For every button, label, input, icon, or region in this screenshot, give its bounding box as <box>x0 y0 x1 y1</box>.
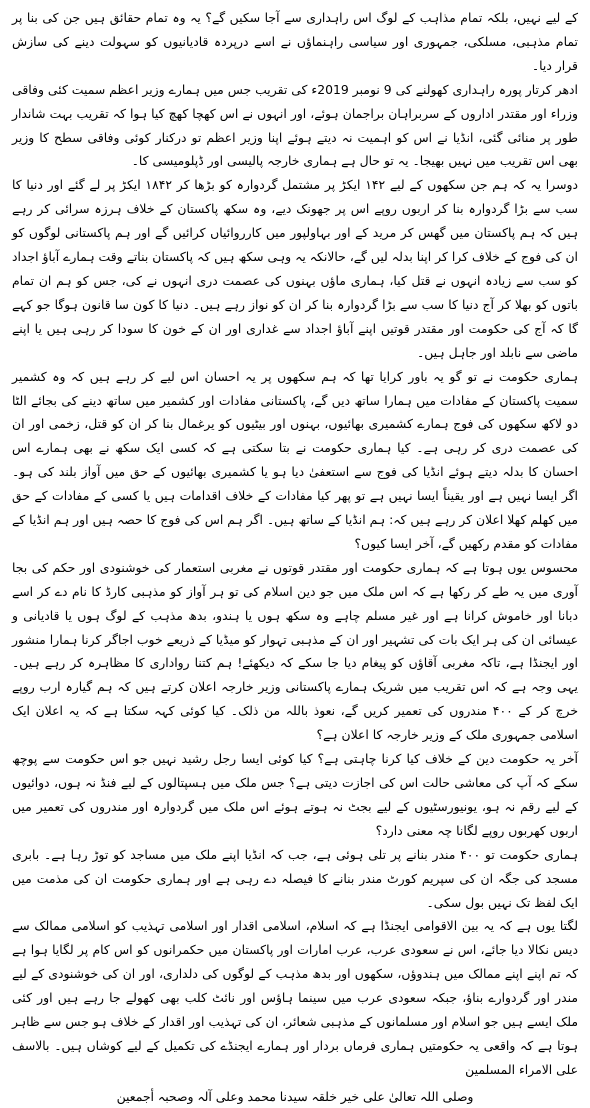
paragraph-8: لگتا یوں ہے کہ یہ بین الاقوامی ایجنڈا ہے کہ اسلام، اسلامی اقدار اور اسلامی تہذیب کو اسلامی ممالک سے دیس نکالا دیا جائے، اس نے سعودی عرب، عرب امارات اور پاکستان میں حکمرانوں کو اس کام پر لگایا ہوا ہے کہ تم اپنے اپنے ممالک میں ہندوؤں، سکھوں اور بدھ مذہب کے لوگوں کی دلداری، اور ان کی خوشنودی کے لیے مندر اور گردوارے بناؤ، جبکہ سعودی عرب میں سینما ہاؤس اور نائٹ کلب بھی کھولے جا رہے ہیں اور کئی ملک ایسے ہیں جو اسلام اور مسلمانوں کے مذہبی شعائر، ان کی تہذیب اور اقدار کے خلاف ہو جس سے ظاہر ہوتا ہے کہ واقعی یہ حکومتیں ہماری فرماں بردار اور ہمارے ایجنڈے کی تکمیل کے لیے کوشاں ہیں۔ بالاسف علی الامراء المسلمین <box>12 918 578 1077</box>
paragraph-7: ہماری حکومت تو ۴۰۰ مندر بنانے پر تلی ہوئی ہے، جب کہ انڈیا اپنے ملک میں مساجد کو توڑ رہا ہے۔ بابری مسجد کی جگہ ان کی سپریم کورٹ مندر بنانے کا فیصلہ دے رہی ہے اور ہماری حکومت ان کی مذمت میں ایک لفظ تک نہیں بول سکی۔ <box>12 846 578 910</box>
paragraph-5: محسوس یوں ہوتا ہے کہ ہماری حکومت اور مقتدر قوتوں نے مغربی استعمار کی خوشنودی اور حکم کی بجا آوری میں یہ طے کر رکھا ہے کہ اس ملک میں جو دین اسلام کی تو ہر آواز کو مذہبی کارڈ کا نام دے کر اسے دبانا اور خاموش کرانا ہے اور غیر مسلم چاہے وہ سکھ ہوں یا ہندو، بدھ مذہب کے لوگ ہوں یا قادیانی و عیسائی ان کی ہر ایک بات کی تشہیر اور ان کے مذہبی تہوار کو میڈیا کے ذریعے خوب اجاگر کرنا ہمارا منشور اور ایجنڈا ہے، تاکہ مغربی آقاؤں کو پیغام دیا جا سکے کہ دیکھئے! ہم کتنا رواداری کا مظاہرہ کر رہے ہیں۔ یہی وجہ ہے کہ اس تقریب میں شریک ہمارے پاکستانی وزیر خارجہ اعلان کرتے ہیں کہ ہم گیارہ ارب روپے خرچ کر کے ۴۰۰ مندروں کی تعمیر کریں گے، نعوذ باللہ من ذلک۔ کیا کوئی کہہ سکتا ہے کہ یہ اعلان ایک اسلامی جمہوری ملک کے وزیر خارجہ کا اعلان ہے؟ <box>12 559 578 743</box>
paragraph-4: ہماری حکومت نے تو گو یہ باور کرایا تھا کہ ہم سکھوں پر یہ احسان اس لیے کر رہے ہیں کہ وہ کشمیر سمیت پاکستان کے مفادات میں ہمارا ساتھ دیں گے، پاکستانی مفادات اور کشمیر میں ساتھ دینے کی بجائے الٹا دو لاکھ سکھوں کی فوج ہمارے کشمیری بھائیوں، بہنوں اور بیٹیوں کو یرغمال بنا کر ان کو قتل، زخمی اور ان کی عصمت دری کر رہی ہے۔ کیا ہماری حکومت نے بتا سکتی ہے کہ کسی ایک سکھ نے بھی ہمارے اس احسان کا بدلہ دیتے ہوئے انڈیا کی فوج سے استعفیٰ دیا ہو یا کشمیری بھائیوں کے حق میں آواز بلند کی ہو۔ اگر ایسا نہیں ہے اور یقیناً ایسا نہیں ہے تو پھر کیا مفادات کے خلاف اقدامات ہیں یا کسی کے مفادات کے حق میں کھلم کھلا اعلان کر رہے ہیں کہ: ہم انڈیا کے ساتھ ہیں۔ اگر ہم اس کی فوج کا حصہ ہیں اور ہم انڈیا کے مفادات کو مقدم رکھیں گے، آخر ایسا کیوں؟ <box>12 368 578 551</box>
paragraph-6: آخر یہ حکومت دین کے خلاف کیا کرنا چاہتی ہے؟ کیا کوئی ایسا رجل رشید نہیں جو اس حکومت سے پوچھ سکے کہ آپ کی معاشی حالت اس کی اجازت دیتی ہے؟ جس ملک میں ہسپتالوں کے لیے فنڈ نہ ہوں، دوائیوں کے لیے رقم نہ ہو، یونیورسٹیوں کے لیے بجٹ نہ ہوتے ہوئے اس ملک میں گردوارہ اور مندروں کی تعمیر میں اربوں کھربوں روپے لگانا چہ معنی دارد؟ <box>12 751 578 838</box>
closing-prayer: وصلی اللہ تعالیٰ علی خیر خلقہ سیدنا محمد وعلی آلہ وصحبہ أجمعین <box>116 1088 474 1104</box>
paragraph-2: ادھر کرتار پورہ راہداری کھولنے کی 9 نومبر 2019ء کی تقریب جس میں ہمارے وزیر اعظم سمیت کئی وفاقی وزراء اور مقتدر اداروں کے سربراہان براجمان ہوئے، اور انہوں نے اس کھچا کھچ کیا ہوا کہ تقریب بہت شاندار طور پر منائی گئی، انڈیا نے اس کو اہمیت نہ دیتے ہوئے اپنا وزیر اعظم تو درکنار کوئی وفاقی سطح کا وزیر بھی اس تقریب میں نہیں بھیجا۔ یہ تو حال ہے ہماری خارجہ پالیسی اور ڈپلومیسی کا۔ <box>12 81 578 169</box>
paragraph-3: دوسرا یہ کہ ہم جن سکھوں کے لیے ۱۴۲ ایکڑ پر مشتمل گردوارہ کو بڑھا کر ۱۸۴۲ ایکڑ پر لے گئے اور دنیا کا سب سے بڑا گردوارہ بنا کر اربوں روپے اس پر جھونک دیے، وہ سکھ پاکستان کے خلاف ہرزہ سرائی کر رہے ہیں کہ ہم پاکستان میں گھس کر مرید کے اور بہاولپور میں کارروائیاں کرائیں گے اور ہم پاکستانی لوگوں کو ان کی فوج کے خلاف کرا کر اپنا بدلہ لیں گے، حالانکہ یہ وہی سکھ ہیں کہ پاکستان بناتے وقت ہمارے آباؤ اجداد کو سب سے زیادہ انہوں نے قتل کیا، ہماری ماؤں بہنوں کی عصمت دری انہوں نے کی، جس کو ہم ان تمام باتوں کو بھلا کر آج دنیا کا سب سے بڑا گردوارہ بنا کر ان کو نواز رہے ہیں۔ دنیا کا کون سا قانون ہوگا جو کہے گا کہ آج کی حکومت اور مقتدر قوتیں اپنے آباؤ اجداد سے غداری اور ان کے خون کا سودا کر رہی ہیں یا اپنے ماضی سے نابلد اور جاہل ہیں۔ <box>12 177 578 360</box>
paragraph-1: کے لیے نہیں، بلکہ تمام مذاہب کے لوگ اس راہداری سے آجا سکیں گے؟ یہ وہ تمام حقائق ہیں جن کی بنا پر تمام مذہبی، مسلکی، جمہوری اور سیاسی راہنماؤں نے اسے درپردہ قادیانیوں کو سہولت دینے کی سازش قرار دیا۔ <box>12 10 578 73</box>
